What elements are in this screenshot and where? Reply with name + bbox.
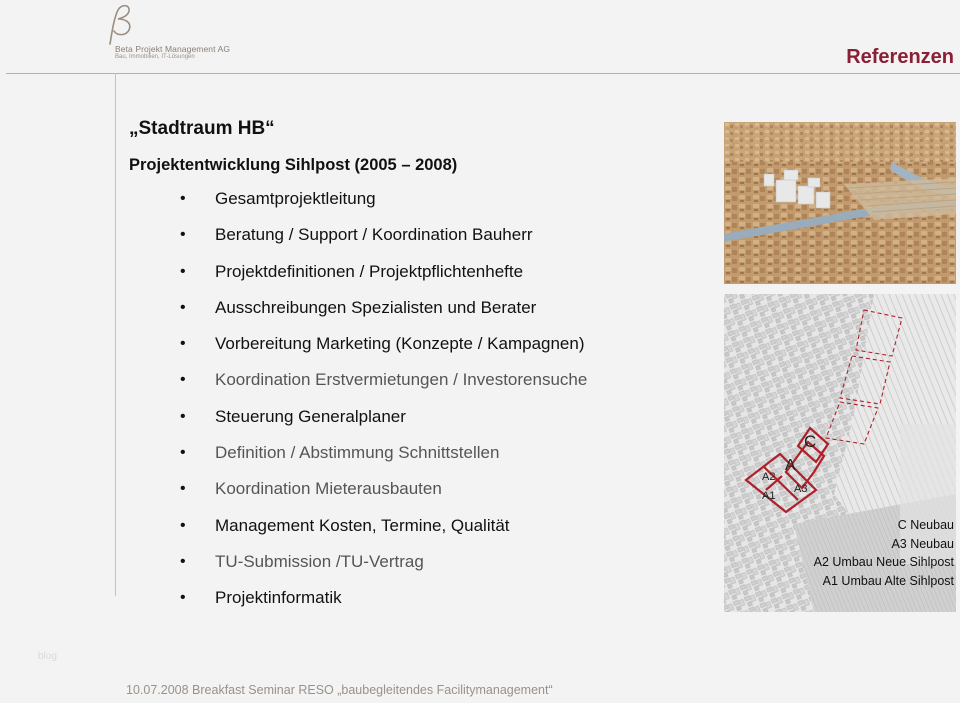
side-divider xyxy=(115,73,116,596)
legend-item: C Neubau xyxy=(897,518,954,532)
model-photo xyxy=(724,122,956,284)
list-item: • Projektinformatik xyxy=(180,586,587,622)
project-subtitle: Projektentwicklung Sihlpost (2005 – 2008) xyxy=(129,156,458,174)
bullet-icon: • xyxy=(180,226,186,244)
list-item: • Vorbereitung Marketing (Konzepte / Kampagnen) xyxy=(180,332,587,368)
bullet-icon: • xyxy=(180,552,186,570)
map-label-a1: A1 xyxy=(762,490,776,502)
list-item: • Definition / Abstimmung Schnittstellen xyxy=(180,441,587,477)
map-legend xyxy=(814,516,954,590)
list-item: • Projektdefinitionen / Projektpflichtenhefte xyxy=(180,260,587,296)
header-divider xyxy=(6,73,960,74)
bullet-icon: • xyxy=(180,444,186,462)
legend-item: A3 Neubau xyxy=(891,536,954,551)
watermark: blog xyxy=(38,651,57,662)
list-item: • Ausschreibungen Spezialisten und Berater xyxy=(180,296,587,332)
map-label-a: A xyxy=(785,457,796,474)
section-title: Referenzen xyxy=(846,46,954,68)
list-item: • Koordination Erstvermietungen / Investorensuche xyxy=(180,368,587,404)
project-title: „Stadtraum HB“ xyxy=(129,118,275,139)
bullet-icon: • xyxy=(180,262,186,280)
bullet-icon: • xyxy=(180,190,186,207)
bullet-icon: • xyxy=(180,407,186,425)
bullet-icon: • xyxy=(180,335,186,353)
map-label-a2: A2 xyxy=(762,471,776,483)
list-item: • Management Kosten, Termine, Qualität xyxy=(180,514,587,550)
list-item: • Koordination Mieterausbauten xyxy=(180,477,587,513)
bullet-icon: • xyxy=(180,480,186,498)
map-label-c: C xyxy=(804,432,817,451)
list-item: • TU-Submission /TU-Vertrag xyxy=(180,550,587,586)
list-item: • Gesamtprojektleitung xyxy=(180,187,587,223)
list-item: • Steuerung Generalplaner xyxy=(180,405,587,441)
bullet-icon: • xyxy=(180,589,186,607)
list-item: • Beratung / Support / Koordination Bauherr xyxy=(180,223,587,259)
map-label-a3: A3 xyxy=(794,483,808,495)
footer-event-note: 10.07.2008 Breakfast Seminar RESO „baubegleitendes Facilitymanagement“ xyxy=(126,683,553,697)
company-logo-icon xyxy=(98,2,142,46)
bullet-icon: • xyxy=(180,298,186,316)
company-tagline: Bau, Immobilien, IT-Lösungen xyxy=(115,54,195,60)
task-list xyxy=(180,187,587,623)
bullet-icon: • xyxy=(180,516,186,534)
bullet-icon: • xyxy=(180,371,186,389)
legend-item: A1 Umbau Alte Sihlpost xyxy=(822,573,954,588)
company-name: Beta Projekt Management AG xyxy=(115,44,231,54)
legend-item: A2 Umbau Neue Sihlpost xyxy=(813,555,954,569)
